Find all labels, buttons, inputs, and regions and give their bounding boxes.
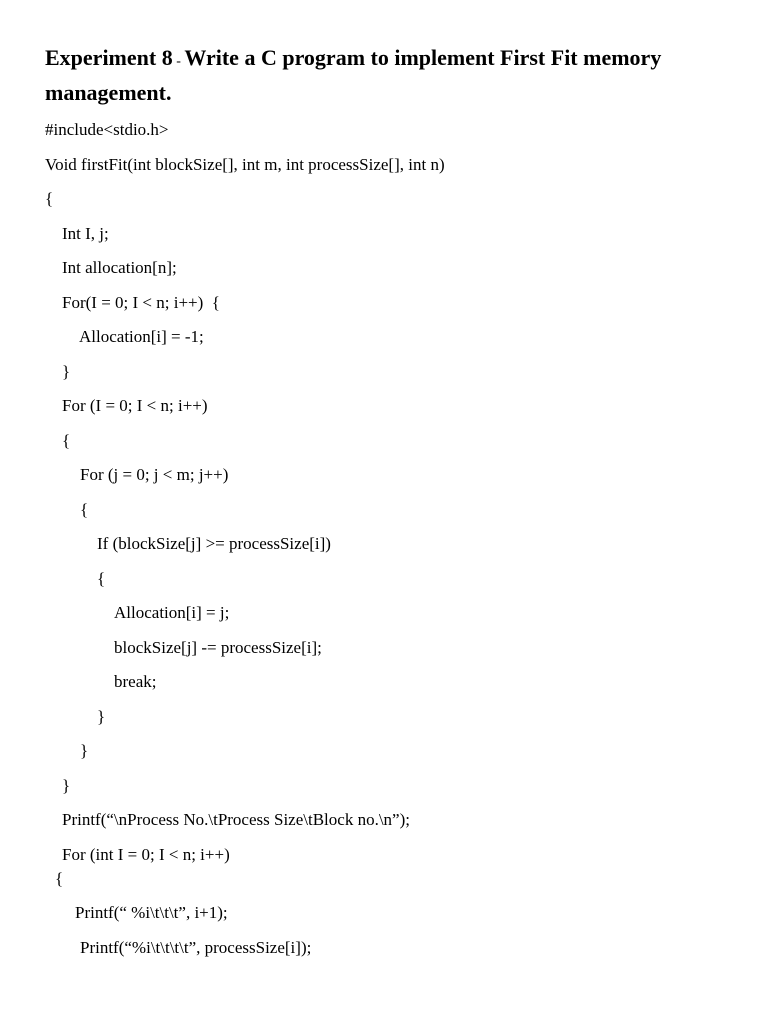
code-line-19: } <box>80 741 89 760</box>
experiment-heading <box>45 42 735 108</box>
code-line-23: { <box>55 869 64 888</box>
code-line-18: } <box>97 707 106 726</box>
code-line-15: Allocation[i] = j; <box>114 603 230 622</box>
code-line-3: { <box>45 189 54 208</box>
code-line-25: Printf(“%i\t\t\t\t”, processSize[i]); <box>80 938 312 957</box>
code-line-8: } <box>62 362 71 381</box>
code-line-9: For (I = 0; I < n; i++) <box>62 396 208 415</box>
code-line-13: If (blockSize[j] >= processSize[i]) <box>97 534 331 553</box>
code-line-24: Printf(“ %i\t\t\t”, i+1); <box>75 903 228 922</box>
code-line-12: { <box>80 500 89 519</box>
heading-separator: - <box>172 54 185 69</box>
code-line-16: blockSize[j] -= processSize[i]; <box>114 638 322 657</box>
experiment-description: Write a C program to implement First Fit memory management. <box>45 45 662 105</box>
code-line-6: For(I = 0; I < n; i++) { <box>62 293 220 312</box>
code-line-10: { <box>62 431 71 450</box>
code-line-2: Void firstFit(int blockSize[], int m, int processSize[], int n) <box>45 155 445 174</box>
code-line-21: Printf(“\nProcess No.\tProcess Size\tBlock no.\n”); <box>62 810 410 829</box>
code-line-17: break; <box>114 672 157 691</box>
code-line-11: For (j = 0; j < m; j++) <box>80 465 229 484</box>
code-line-5: Int allocation[n]; <box>62 258 177 277</box>
code-line-20: } <box>62 776 71 795</box>
code-line-22: For (int I = 0; I < n; i++) <box>62 845 230 864</box>
code-line-1: #include<stdio.h> <box>45 120 169 139</box>
code-line-14: { <box>97 569 106 588</box>
code-line-7: Allocation[i] = -1; <box>79 327 204 346</box>
experiment-number: Experiment 8 <box>45 45 173 70</box>
code-line-4: Int I, j; <box>62 224 109 243</box>
